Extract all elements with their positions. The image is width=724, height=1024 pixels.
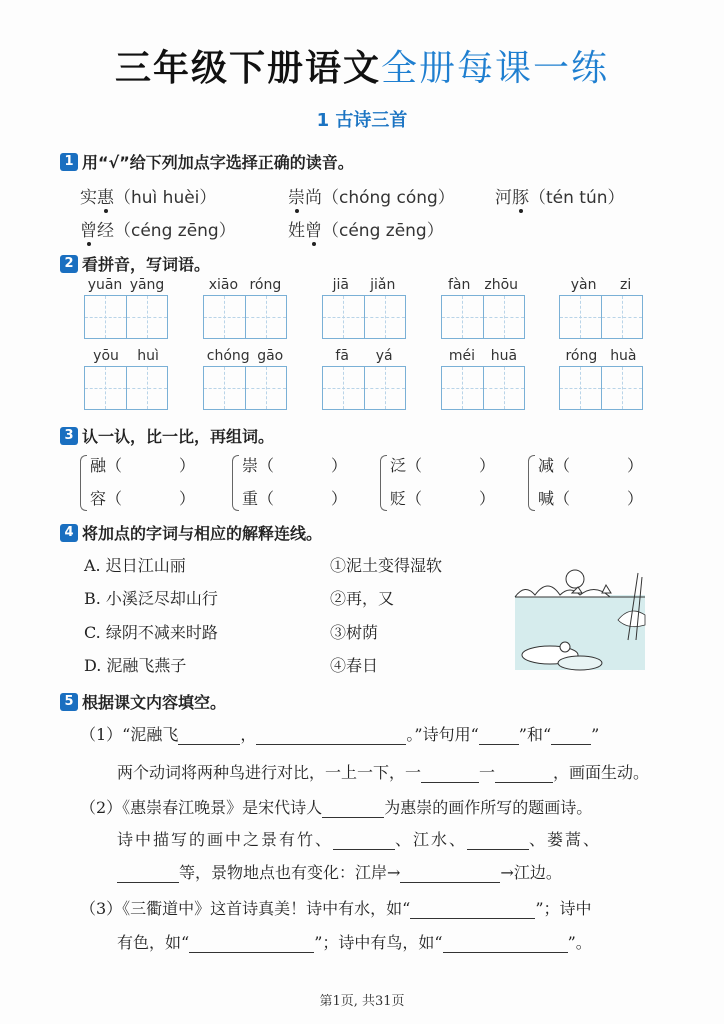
char-prompt: 重（ [242, 489, 275, 508]
q1-item [288, 183, 455, 208]
answer-blank[interactable] [322, 801, 384, 818]
text: 有色，如“ [117, 933, 190, 952]
char-box[interactable] [85, 367, 126, 409]
pinyin: zi [620, 277, 632, 293]
answer-blank[interactable] [551, 728, 591, 745]
text: 一 [479, 763, 496, 782]
q4-title: 将加点的字词与相应的解释连线。 [82, 524, 323, 543]
text: 诗中描写的画中之景有竹、 [117, 830, 334, 849]
paren: ） [478, 489, 495, 508]
char-box[interactable] [245, 367, 287, 409]
word: 河 [495, 188, 512, 208]
answer-blank[interactable] [333, 833, 395, 850]
match-left-item[interactable]: D. 泥融飞燕子 [84, 656, 187, 675]
pinyin: fā [335, 348, 349, 364]
q3-title: 认一认，比一比，再组词。 [82, 427, 275, 446]
q1-item [80, 216, 236, 241]
dotted-char: 曾 [305, 221, 322, 241]
page-number: 第1页, 共31页 [319, 994, 405, 1009]
text: 、江水、 [395, 830, 468, 849]
lesson-title: 1 古诗三首 [316, 110, 408, 131]
word: 经 [97, 221, 114, 241]
char-box[interactable] [204, 367, 245, 409]
q3-badge: 3 [60, 427, 78, 445]
char-box[interactable] [601, 367, 643, 409]
pinyin: yá [375, 348, 393, 364]
fill-line-7 [117, 930, 592, 953]
title-black: 三年级下册语文 [114, 47, 381, 89]
pinyin: xiāo [208, 277, 239, 293]
text: 两个动词将两种鸟进行对比，一上一下，一 [117, 763, 422, 782]
char-prompt: 泛（ [390, 456, 423, 475]
pinyin: yōu [93, 348, 119, 364]
writing-grid[interactable] [203, 348, 287, 410]
options: （chóng cóng） [322, 188, 455, 208]
fill-line-3 [80, 795, 592, 818]
dotted-char: 曾 [80, 221, 97, 241]
pinyin: huì [137, 348, 159, 364]
pinyin: róng [565, 348, 598, 364]
pinyin: róng [249, 277, 282, 293]
q2-badge: 2 [60, 255, 78, 273]
answer-blank[interactable] [479, 728, 519, 745]
char-pair [80, 453, 195, 513]
char-pair [380, 453, 495, 513]
q1-badge: 1 [60, 153, 78, 171]
dotted-char: 惠 [97, 188, 114, 208]
answer-blank[interactable] [410, 902, 535, 919]
writing-grid[interactable] [84, 348, 168, 410]
char-box[interactable] [560, 296, 601, 338]
pinyin: yāng [129, 277, 165, 293]
text: 为惠崇的画作所写的题画诗。 [384, 798, 593, 817]
text: ”；诗中 [535, 899, 592, 918]
match-left-item[interactable]: B. 小溪泛尽却山行 [84, 589, 218, 608]
q1-item [288, 216, 444, 241]
paren: ） [478, 456, 495, 475]
answer-blank[interactable] [443, 936, 568, 953]
brace-icon [80, 455, 87, 511]
options: （huì huèi） [114, 188, 217, 208]
char-box[interactable] [245, 296, 287, 338]
fill-line-1 [80, 722, 599, 745]
char-box[interactable] [483, 296, 525, 338]
dotted-char: 豚 [512, 188, 529, 208]
answer-blank[interactable] [189, 936, 314, 953]
paren: ） [626, 456, 643, 475]
q1-heading [60, 150, 354, 173]
text: （3）《三衢道中》这首诗真美！诗中有水，如“ [80, 899, 411, 918]
q2-heading [60, 252, 210, 275]
writing-grid[interactable] [322, 277, 406, 339]
q5-title: 根据课文内容填空。 [82, 693, 227, 712]
match-right-item[interactable]: ②再，又 [330, 589, 395, 608]
pinyin: jiā [332, 277, 349, 293]
paren: ） [626, 489, 643, 508]
writing-grid[interactable] [84, 277, 168, 339]
match-right-item[interactable]: ④春日 [330, 656, 379, 675]
char-box[interactable] [483, 367, 525, 409]
writing-grid[interactable] [559, 277, 643, 339]
char-box[interactable] [364, 367, 406, 409]
writing-grid[interactable] [322, 348, 406, 410]
match-left-item[interactable]: A. 迟日江山丽 [84, 556, 186, 575]
char-box[interactable] [442, 296, 483, 338]
word: 姓 [288, 221, 305, 241]
pinyin: fàn [447, 277, 471, 293]
paren: ） [178, 456, 195, 475]
q4-badge: 4 [60, 524, 78, 542]
options: （céng zēng） [114, 221, 236, 241]
char-box[interactable] [601, 296, 643, 338]
pinyin: huà [610, 348, 637, 364]
dotted-char: 崇 [288, 188, 305, 208]
answer-blank[interactable] [400, 866, 500, 883]
text: ” [591, 725, 600, 744]
fill-line-4 [117, 827, 601, 850]
text: （2）《惠崇春江晚景》是宋代诗人 [80, 798, 323, 817]
char-box[interactable] [364, 296, 406, 338]
text: →江边。 [500, 863, 562, 882]
text: 。”诗句用“ [406, 725, 479, 744]
answer-blank[interactable] [178, 728, 240, 745]
char-box[interactable] [85, 296, 126, 338]
char-box[interactable] [442, 367, 483, 409]
fill-line-2 [117, 760, 649, 783]
char-box[interactable] [323, 367, 364, 409]
writing-grid[interactable] [559, 348, 643, 410]
char-prompt: 贬（ [390, 489, 423, 508]
match-left-item[interactable]: C. 绿阴不减来时路 [84, 623, 218, 642]
char-box[interactable] [323, 296, 364, 338]
pinyin: yuān [87, 277, 123, 293]
brace-icon [232, 455, 239, 511]
word: 实 [80, 188, 97, 208]
char-pair [528, 453, 643, 513]
fill-line-5 [117, 860, 562, 883]
pinyin: huā [490, 348, 518, 364]
q2-title: 看拼音，写词语。 [82, 255, 211, 274]
char-box[interactable] [126, 367, 168, 409]
brace-icon [528, 455, 535, 511]
text: ”。 [567, 933, 592, 952]
q3-heading [60, 424, 274, 447]
brace-icon [380, 455, 387, 511]
answer-blank[interactable] [117, 866, 179, 883]
q5-heading [60, 690, 226, 713]
q1-title: 用“√”给下列加点字选择正确的读音。 [82, 153, 354, 172]
char-pair [232, 453, 347, 513]
char-box[interactable] [126, 296, 168, 338]
text: （1）“泥融飞 [80, 725, 179, 744]
match-right-item[interactable]: ①泥土变得湿软 [330, 556, 443, 575]
options: （céng zēng） [322, 221, 444, 241]
char-prompt: 减（ [538, 456, 571, 475]
text: 、蒌蒿、 [529, 830, 602, 849]
q1-item [80, 183, 216, 208]
pinyin: jiǎn [370, 277, 396, 293]
pinyin: méi [448, 348, 476, 364]
pinyin: chóng [206, 348, 250, 364]
pinyin: gāo [257, 348, 284, 364]
word: 尚 [305, 188, 322, 208]
pinyin: yàn [570, 277, 597, 293]
char-prompt: 容（ [90, 489, 123, 508]
title-blue: 全册每课一练 [381, 48, 610, 89]
river-ducks-illustration [510, 565, 650, 675]
writing-grid[interactable] [203, 277, 287, 339]
writing-grid[interactable] [441, 348, 525, 410]
char-prompt: 融（ [90, 456, 123, 475]
options: （tén tún） [529, 188, 625, 208]
char-box[interactable] [204, 296, 245, 338]
text: 等，景物地点也有变化：江岸→ [179, 863, 401, 882]
q1-item [495, 183, 625, 208]
text: ，画面生动。 [553, 763, 650, 782]
answer-blank[interactable] [467, 833, 529, 850]
text: ， [240, 725, 257, 744]
char-prompt: 喊（ [538, 489, 571, 508]
answer-blank[interactable] [495, 766, 553, 783]
answer-blank[interactable] [256, 728, 406, 745]
char-prompt: 崇（ [242, 456, 275, 475]
document-title [0, 40, 724, 91]
q4-heading [60, 521, 322, 544]
char-box[interactable] [560, 367, 601, 409]
match-right-item[interactable]: ③树荫 [330, 623, 379, 642]
paren: ） [178, 489, 195, 508]
answer-blank[interactable] [421, 766, 479, 783]
paren: ） [330, 489, 347, 508]
q5-badge: 5 [60, 693, 78, 711]
paren: ） [330, 456, 347, 475]
writing-grid[interactable] [441, 277, 525, 339]
fill-line-6 [80, 896, 592, 919]
text: ”和“ [518, 725, 552, 744]
text: ”；诗中有鸟，如“ [314, 933, 443, 952]
pinyin: zhōu [484, 277, 519, 293]
